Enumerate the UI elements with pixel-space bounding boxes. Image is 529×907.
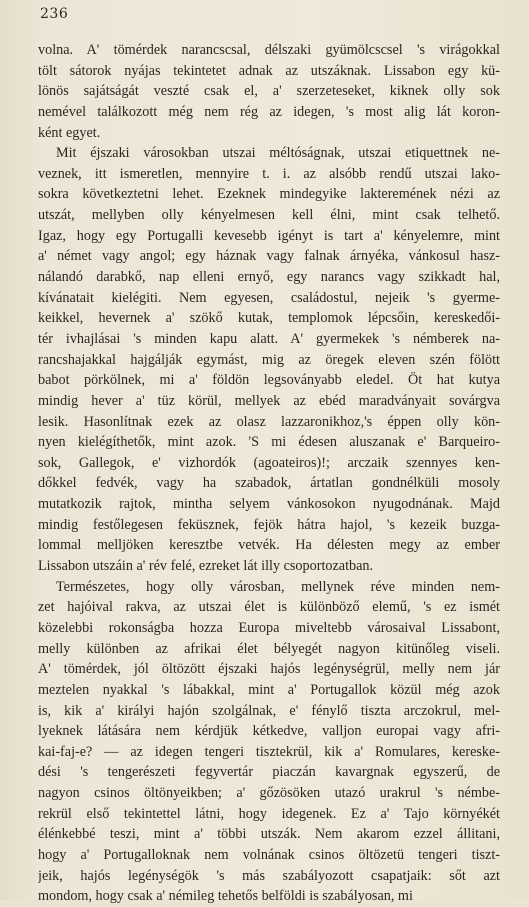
text-line: kívánatait kielégiti. Nem egyesen, családostul, nejeik 's gyerme- xyxy=(38,289,500,306)
text-line: sokra következtetni lehet. Ezeknek mindegyike lakteremének nézi az xyxy=(38,186,500,203)
text-line: Mit éjszaki városokban utszai méltóságnak, utszai etiquettnek ne- xyxy=(56,145,500,162)
paragraph xyxy=(38,143,500,576)
text-line: babot pörkölnek, mi a' földön legsoványabb eledel. Öt hat kutya xyxy=(38,372,500,389)
text-line: élénkebbé teszi, mint a' többi utszák. Nem akarom ezzel állitani, xyxy=(38,826,500,843)
text-line: kai-faj-e? — az idegen tengeri tisztekrül, kik a' Romulares, kereske- xyxy=(38,743,500,760)
text-line: mindig hever a' tüz körül, mellyek az ebéd maradványait sovárgva xyxy=(38,392,500,409)
text-line: közelebbi rokonságba hozza Europa miveltebb városaival Lissabont, xyxy=(38,619,500,636)
text-line: volna. A' tömérdek narancscsal, délszaki gyümölcscsel 's virágokkal xyxy=(38,42,500,58)
text-line: mindig festőlegesen feküsznek, fejök hátra hajol, 's kezeik buzga- xyxy=(38,516,500,533)
text-line: dési 's tengerészeti fegyvertár piaczán kavargnak egyszerű, de xyxy=(38,764,500,781)
text-line: lommal melljöken keresztbe vetvék. Ha délesten megy az ember xyxy=(38,537,500,554)
text-line: lesik. Hasonlítnak ezek az olasz lazzaronikhoz,'s éppen olly kön- xyxy=(38,413,500,430)
body-text xyxy=(38,40,500,907)
text-line: Lissabon utszáin a' rév felé, ezreket lát illy csoportozatban. xyxy=(38,558,374,575)
text-line: jeik, hajós legénységök 's más szabályozott csapatjaik: sőt azt xyxy=(38,867,500,884)
text-line: mondom, hogy csak a' némileg tehetős belföldi is szabályosan, mi xyxy=(38,888,413,905)
text-line: tér ivhajlásai 's minden kapu alatt. A' gyermekek 's némberek na- xyxy=(38,330,500,347)
text-line: hogy a' Portugalloknak nem volnának csinos öltözetü tengeri tiszt- xyxy=(38,846,500,863)
text-line: nyen kielégíthetők, mint azok. 'S mi édesen aluszanak e' Barqueiro- xyxy=(38,434,500,451)
text-line: zet hajóival rakva, az utszai élet is különböző elemű, 's ez ismét xyxy=(38,599,500,616)
text-line: rancshajakkal hajgálják egymást, mig az öregek eleven szén fölött xyxy=(38,351,500,368)
paragraph xyxy=(38,577,500,907)
text-line: veznek, itt ismeretlen, mennyire t. i. az alsóbb rendű utszai lako- xyxy=(38,165,500,182)
text-line: ként egyet. xyxy=(38,124,101,141)
text-line: utszát, mellyben olly kényelmesen kell élni, mint csak telhető. xyxy=(38,207,500,224)
text-line: melly különben az afrikai élet bélyegét nagyon kitünőleg viseli. xyxy=(38,640,500,657)
text-line: meztelen nyakkal 's lábakkal, mint a' Portugallok közül még azok xyxy=(38,681,500,698)
text-line: Igaz, hogy egy Portugalli kevesebb igényt is tart a' kényelemre, mint xyxy=(38,227,500,244)
text-line: rekrül első tekintettel látni, hogy idegenek. Ez a' Tajo környékét xyxy=(38,805,500,822)
text-line: A' tömérdek, jól öltözött éjszaki hajós legénységrül, melly nem jár xyxy=(38,661,500,678)
text-line: nagyon csinos öltönyeikben; a' gőzösöken utazó urakrul 's némbe- xyxy=(38,785,500,802)
paragraph xyxy=(38,40,500,143)
text-line: lönös sajátságát veszté csak el, a' szerzeteseket, kiknek olly sok xyxy=(38,83,500,100)
text-line: lyeknek látására nem kérdjük kétkedve, valljon europai vagy afri- xyxy=(38,723,500,740)
text-line: nálandó darabkő, nap elleni ernyő, egy narancs vagy szikkadt hal, xyxy=(38,269,500,286)
text-line: sok, Gallegok, e' vizhordók (agoateiros)!; arczaik szennyes ken- xyxy=(38,454,500,471)
page-number: 236 xyxy=(40,6,69,22)
text-line: tölt sátorok nyájas tekintetet adnak az utszáknak. Lissabon egy kü- xyxy=(38,62,500,79)
text-line: dőkkel fedvék, vagy ha szabadok, ártatlan gondnélküli mosoly xyxy=(38,475,500,492)
text-line: Természetes, hogy olly városban, mellynek réve minden nem- xyxy=(56,578,500,595)
text-line: a' német vagy angol; egy háznak vagy falnak árnyéka, vánkosul hasz- xyxy=(38,248,500,265)
text-line: is, kik a' királyi hajón szolgálnak, e' fénylő tiszta arczokrul, mel- xyxy=(38,702,500,719)
text-line: mutatkozik rajtok, mintha selyem vánkosokon nyugodnának. Majd xyxy=(38,496,500,513)
text-line: keikkel, hevernek a' szökő kutak, templomok lépcsőin, kereskedői- xyxy=(38,310,500,327)
text-line: nemével találkozott még nem rég az idegen, 's most alig lát koron- xyxy=(38,103,500,120)
